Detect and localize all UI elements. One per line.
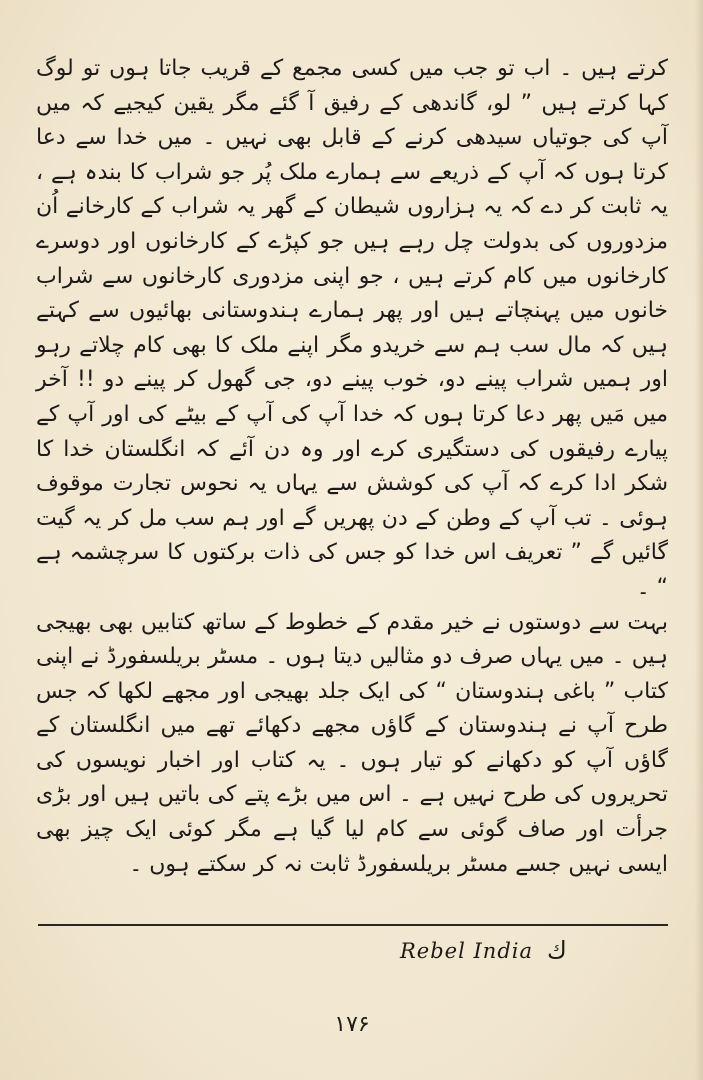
paragraph-1: کرتے ہیں ۔ اب تو جب میں کسی مجمع کے قریب جاتا ہوں تو لوگ کہا کرتے ہیں ” لو، گاندھی کے رفیق آ گئے مگر یقین کیجیے کہ میں آپ کی جوتیاں سیدھی کرنے کے قابل بھی نہیں ۔ میں خدا سے دعا کرتا ہوں کہ آپ کے ذریعے سے ہمارے ملک پُر جو شراب کا بندہ ہے ، یہ ثابت کر دے کہ یہ ہزاروں شیطان کے گھر یہ شراب کے کارخانے اُن مزدوروں کی بدولت چل رہے ہیں جو کپڑے کے کارخانوں اور دوسرے کارخانوں میں کام کرتے ہیں ، جو اپنی مزدوری کارخانوں سے شراب خانوں میں پہنچاتے ہیں اور پھر ہمارے ہندوستانی بھائیوں سے کہتے ہیں کہ مال سب ہم سے خریدو مگر اپنے ملک کا بھی کام چلاتے رہو اور ہمیں شراب پینے دو، خوب پینے دو، جی گھول کر پینے دو !! آخر میں مَیں پھر دعا کرتا ہوں کہ خدا آپ کی آپ کے بیٹے کی اور آپ کے پیارے رفیقوں کی دستگیری کرے اور وہ دن آئے کہ انگلستان خدا کا شکر ادا کرے کہ آپ کی کوشش سے یہاں یہ نحوس تجارت موقوف ہوئی ۔ تب آپ کے وطن کے دن پھریں گے اور ہم سب مل کر یہ گیت گائیں گے ” تعریف اس خدا کو جس کی ذات برکتوں کا سرچشمہ ہے “ ۔ xyxy=(36,56,668,600)
page-edge-shadow xyxy=(695,0,703,1080)
paragraph-2: بہت سے دوستوں نے خیر مقدم کے خطوط کے ساتھ کتابیں بھی بھیجی ہیں ۔ میں یہاں صرف دو مثالیں دیتا ہوں ۔ مسٹر بریلسفورڈ نے اپنی کتاب ” باغی ہندوستان “ کی ایک جلد بھیجی اور مجھے لکھا کہ جس طرح آپ نے ہندوستان کے گاؤں مجھے دکھائے تھے میں انگلستان کے گاؤں آپ کو دکھانے کو تیار ہوں ۔ یہ کتاب اور اخبار نویسوں کی تحریروں کی طرح نہیں ہے ۔ اس میں بڑے پتے کی باتیں ہیں اور بڑی جرأت اور صاف گوئی سے کام لیا گیا ہے مگر کوئی ایک چیز بھی ایسی نہیں جسے مسٹر بریلسفورڈ ثابت نہ کر سکتے ہوں ۔ xyxy=(36,609,668,877)
page-number: ۱۷۶ xyxy=(334,1012,370,1037)
footnote xyxy=(400,934,650,966)
footnote-text: Rebel India xyxy=(400,939,534,963)
footnote-divider xyxy=(38,924,668,926)
footnote-marker: ك xyxy=(547,936,567,964)
body-text xyxy=(36,52,668,882)
